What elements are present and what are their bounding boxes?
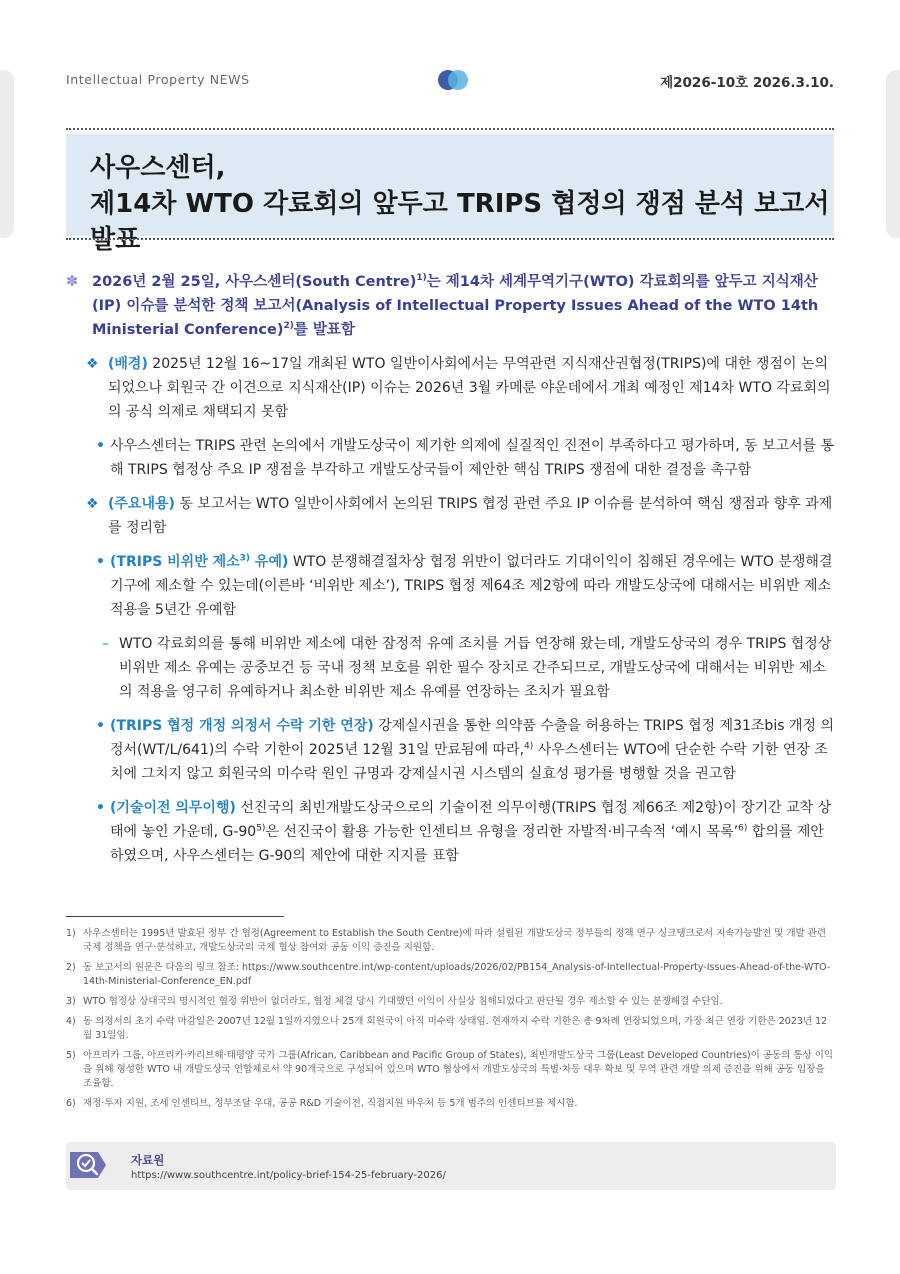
right-edge-tab (886, 70, 900, 238)
dot-bullet-icon: • (96, 800, 105, 816)
footnote-divider (66, 916, 284, 917)
article-body (66, 270, 836, 878)
source-magnifier-icon (70, 1148, 106, 1182)
title-top-divider (66, 128, 834, 130)
left-edge-tab (0, 70, 14, 238)
footnote-item: 5) 아프리카 그룹, 아프리카·카리브해·태평양 국가 그룹(African, Caribbean and Pacific Group of States), 최빈개발도상국 그룹(Least Developed Countries)이 공동의 통상 이익을 위해 형성한 WTO 내 개발도상국 연합체로서 약 90개국으로 구성되어 있으며 WTO 협상에서 개발도상국의 특별·차등 대우 확보 및 무역 관련 개발 의제 증진을 위해 공동 입장을 조율함. (66, 1050, 834, 1089)
source-box (66, 1142, 836, 1190)
title-banner (66, 134, 834, 255)
dash-bullet-icon: – (102, 636, 109, 652)
non-violation-bullet: • (TRIPS 비위반 제소$^{3)}$ 유예) WTO 분쟁해결절차상 협정 위반이 없더라도 기대이익이 침해된 경우에는 WTO 분쟁해결기구에 제소할 수 있는데(이른바 ‘비위반 제소’), TRIPS 협정 제64조 제2항에 따라 개발도상국에 대해서는 비위반 제소 적용을 5년간 유예함 (66, 550, 836, 622)
title-line-1: 사우스센터, (90, 153, 226, 183)
footnote-item: 1) 사우스센터는 1995년 발효된 정부 간 협정(Agreement to Establish the South Centre)에 따라 설립된 개발도상국 정부들의 정책 연구 싱크탱크로서 지속가능발전 및 개발 관련 국제 정책을 연구·분석하고, 개발도상국의 국제 협상 참여와 공동 이익 증진을 지원함. (66, 928, 827, 953)
technology-transfer-bullet: • (기술이전 의무이행) 선진국의 최빈개발도상국으로의 기술이전 의무이행(TRIPS 협정 제66조 제2항)이 장기간 교착 상태에 놓인 가운데, G-90$^{5)}$은 선진국이 활용 가능한 인센티브 유형을 정리한 자발적·비구속적 ‘예시 목록’$^{6)}$ 합의를 제안하였으며, 사우스센터는 G-90의 제안에 대한 지지를 표함 (66, 796, 836, 868)
main-content-label: (주요내용) (108, 496, 175, 512)
footnote-item: 6) 재정·투자 지원, 조세 인센티브, 정부조달 우대, 공공 R&D 기술이전, 직접지원 바우처 등 5개 범주의 인센티브를 제시함. (66, 1098, 578, 1109)
footnote-item: 3) WTO 협정상 상대국의 명시적인 협정 위반이 없더라도, 협정 체결 당시 기대했던 이익이 사실상 침해되었다고 판단될 경우 제소할 수 있는 분쟁해결 수단임. (66, 996, 723, 1007)
page-title (90, 150, 834, 258)
asterisk-flower-icon: ✽ (66, 274, 79, 290)
main-content-paragraph: ❖ (주요내용) 동 보고서는 WTO 일반이사회에서 논의된 TRIPS 협정 관련 주요 IP 이슈를 분석하여 핵심 쟁점과 향후 과제를 정리함 (66, 492, 836, 540)
diamond-bullet-icon: ❖ (86, 356, 99, 372)
title-line-2: 제14차 WTO 각료회의 앞두고 TRIPS 협정의 쟁점 분석 보고서 발표 (90, 189, 830, 255)
footnotes (66, 927, 836, 1117)
title-bottom-divider (66, 238, 834, 240)
page-header (66, 68, 834, 92)
background-label: (배경) (108, 356, 148, 372)
background-bullet: • 사우스센터는 TRIPS 관련 논의에서 개발도상국이 제기한 의제에 실질적인 진전이 부족하다고 평가하며, 동 보고서를 통해 TRIPS 협정상 주요 IP 쟁점을 부각하고 개발도상국들이 제안한 핵심 TRIPS 쟁점에 대한 결정을 촉구함 (66, 434, 836, 482)
dot-bullet-icon: • (96, 438, 105, 454)
source-label: 자료원 (131, 1153, 165, 1167)
diamond-bullet-icon: ❖ (86, 496, 99, 512)
logo-icon (435, 68, 471, 92)
protocol-acceptance-bullet: • (TRIPS 협정 개정 의정서 수락 기한 연장) 강제실시권을 통한 의약품 수출을 허용하는 TRIPS 협정 제31조bis 개정 의정서(WT/L/641)의 수락 기한이 2025년 12월 31일 만료됨에 따라,$^{4)}$ 사우스센터는 WTO에 단순한 수락 기한 연장 조치에 그치지 않고 회원국의 미수락 원인 규명과 강제실시권 시스템의 실효성 평가를 병행할 것을 권고함 (66, 714, 836, 786)
dot-bullet-icon: • (96, 554, 105, 570)
lead-paragraph: ✽ 2026년 2월 25일, 사우스센터(South Centre)$^{1)}$는 제14차 세계무역기구(WTO) 각료회의를 앞두고 지식재산(IP) 이슈를 분석한 정책 보고서(Analysis of Intellectual Property Issues Ahead of the WTO 14th Ministerial Conference)$^{2)}$를 발표함 (66, 270, 836, 342)
non-violation-dash-item: – WTO 각료회의를 통해 비위반 제소에 대한 잠정적 유예 조치를 거듭 연장해 왔는데, 개발도상국의 경우 TRIPS 협정상 비위반 제소 유예는 공중보건 등 국내 정책 보호를 위한 필수 장치로 간주되므로, 개발도상국에 대해서는 비위반 제소의 적용을 영구히 유예하거나 최소한 비위반 제소 유예를 연장하는 조치가 필요함 (66, 632, 836, 704)
source-link[interactable]: https://www.southcentre.int/policy-brief-154-25-february-2026/ (131, 1170, 446, 1181)
dot-bullet-icon: • (96, 718, 105, 734)
issue-number-date: 제2026-10호 2026.3.10. (660, 75, 834, 91)
background-paragraph: ❖ (배경) 2025년 12월 16~17일 개최된 WTO 일반이사회에서는 무역관련 지식재산권협정(TRIPS)에 대한 쟁점이 논의되었으나 회원국 간 이견으로 지식재산(IP) 이슈는 2026년 3월 카메룬 야운데에서 개최 예정인 제14차 WTO 각료회의의 공식 의제로 채택되지 못함 (66, 352, 836, 424)
newsletter-brand: Intellectual Property NEWS (66, 72, 250, 87)
footnote-item: 2) 동 보고서의 원문은 다음의 링크 참조: https://www.southcentre.int/wp-content/uploads/2026/02/PB154_Analysis-of-Intellectual-Property-Issues-Ahead-of-the-WTO-14th-Ministerial-Conference_EN.pdf (66, 962, 831, 987)
footnote-item: 4) 동 의정서의 초기 수락 마감일은 2007년 12월 1일까지였으나 25개 회원국이 아직 미수락 상태임. 현재까지 수락 기한은 총 9차례 연장되었으며, 가장 최근 연장 기한은 2023년 12월 31일임. (66, 1016, 828, 1041)
